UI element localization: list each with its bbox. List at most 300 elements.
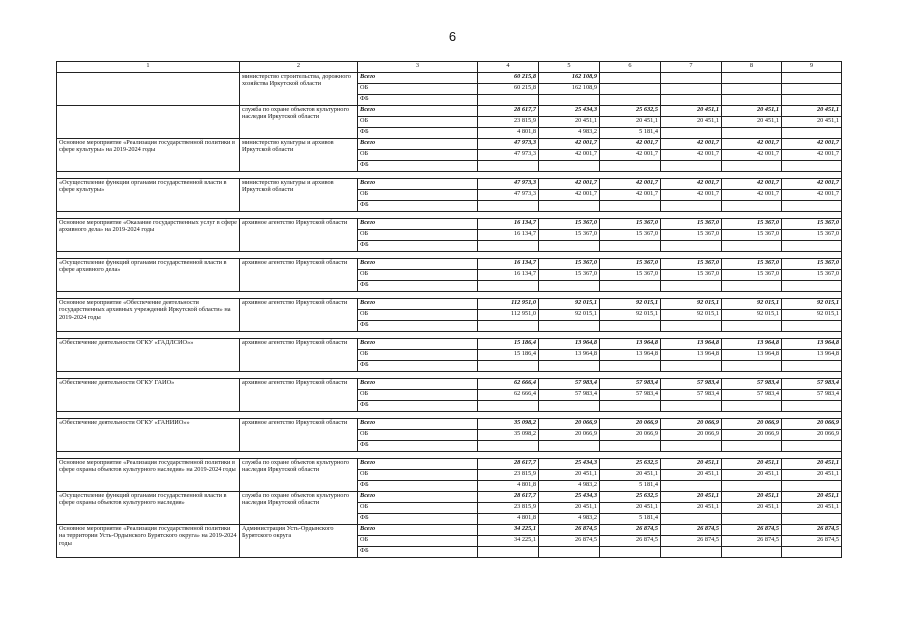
- responsible-executor: архивное агентство Иркутской области: [240, 259, 358, 292]
- spacer-cell: [539, 172, 600, 179]
- amount-cell: 57 983,4: [539, 379, 600, 390]
- amount-cell: [478, 241, 539, 252]
- amount-cell: 42 001,7: [600, 179, 661, 190]
- amount-cell: [478, 321, 539, 332]
- measure-name: Основное мероприятие «Обеспечение деятельности государственных архивных учреждений Иркутской области» на 2019-2024 годы: [57, 299, 240, 332]
- responsible-executor: министерство строительства, дорожного хозяйства Иркутской области: [240, 73, 358, 106]
- amount-cell: [782, 95, 842, 106]
- funding-source-label: ОБ: [358, 350, 478, 361]
- page-number: 6: [448, 29, 457, 44]
- column-number: 9: [782, 62, 842, 73]
- measure-name: Основное мероприятие «Реализация государственной политики в сфере культуры» на 2019-2024 годы: [57, 139, 240, 172]
- amount-cell: [600, 321, 661, 332]
- spacer-cell: [57, 252, 240, 259]
- amount-cell: [782, 128, 842, 139]
- funding-source-label: ОБ: [358, 117, 478, 128]
- funding-source-label: Всего: [358, 106, 478, 117]
- measure-name: Основное мероприятие «Реализация государственной политики в сфере охраны объектов культурного наследия» на 2019-2024 годы: [57, 459, 240, 492]
- amount-cell: [722, 201, 782, 212]
- amount-cell: [722, 547, 782, 558]
- responsible-executor: архивное агентство Иркутской области: [240, 419, 358, 452]
- amount-cell: 20 451,1: [782, 459, 842, 470]
- amount-cell: 20 451,1: [539, 503, 600, 514]
- amount-cell: 20 451,1: [661, 503, 722, 514]
- amount-cell: 25 434,3: [539, 459, 600, 470]
- amount-cell: 15 367,0: [722, 230, 782, 241]
- amount-cell: 15 186,4: [478, 339, 539, 350]
- measure-name: «Осуществление функции органами государственной власти в сфере культуры»: [57, 179, 240, 212]
- amount-cell: 42 001,7: [722, 179, 782, 190]
- responsible-executor: министерство культуры и архивов Иркутской области: [240, 139, 358, 172]
- amount-cell: [782, 481, 842, 492]
- spacer-cell: [478, 292, 539, 299]
- spacer-cell: [782, 212, 842, 219]
- group-spacer: [57, 292, 842, 299]
- amount-cell: [782, 241, 842, 252]
- spacer-cell: [661, 292, 722, 299]
- amount-cell: 20 451,1: [722, 492, 782, 503]
- amount-cell: 42 001,7: [600, 190, 661, 201]
- spacer-cell: [358, 252, 478, 259]
- amount-cell: 34 225,1: [478, 536, 539, 547]
- amount-cell: 162 108,9: [539, 84, 600, 95]
- group-spacer: [57, 212, 842, 219]
- amount-cell: 15 367,0: [722, 270, 782, 281]
- amount-cell: 26 874,5: [539, 525, 600, 536]
- amount-cell: 42 001,7: [722, 150, 782, 161]
- amount-cell: 92 015,1: [722, 310, 782, 321]
- spacer-cell: [661, 172, 722, 179]
- measure-name: «Обеспечение деятельности ОГКУ ГАИО»: [57, 379, 240, 412]
- amount-cell: 20 451,1: [722, 106, 782, 117]
- table-row: [57, 459, 842, 470]
- amount-cell: [782, 84, 842, 95]
- table-row: [57, 299, 842, 310]
- funding-source-label: Всего: [358, 419, 478, 430]
- amount-cell: 15 186,4: [478, 350, 539, 361]
- amount-cell: 20 451,1: [600, 503, 661, 514]
- responsible-executor: служба по охране объектов культурного наследия Иркутской области: [240, 492, 358, 525]
- funding-source-label: ОБ: [358, 150, 478, 161]
- amount-cell: 20 451,1: [661, 459, 722, 470]
- group-spacer: [57, 372, 842, 379]
- amount-cell: [722, 281, 782, 292]
- measure-name: «Обеспечение деятельности ОГКУ «ГАДЛСИО»»: [57, 339, 240, 372]
- spacer-cell: [600, 172, 661, 179]
- amount-cell: [661, 441, 722, 452]
- spacer-cell: [240, 412, 358, 419]
- amount-cell: 15 367,0: [539, 270, 600, 281]
- spacer-cell: [782, 412, 842, 419]
- amount-cell: 4 801,8: [478, 514, 539, 525]
- spacer-cell: [358, 412, 478, 419]
- table-row: [57, 259, 842, 270]
- group-spacer: [57, 452, 842, 459]
- amount-cell: 20 451,1: [661, 106, 722, 117]
- funding-table-body: [57, 62, 842, 558]
- table-row: [57, 139, 842, 150]
- amount-cell: [782, 514, 842, 525]
- amount-cell: 4 801,8: [478, 481, 539, 492]
- amount-cell: 20 451,1: [722, 459, 782, 470]
- amount-cell: [782, 281, 842, 292]
- amount-cell: 20 066,9: [782, 419, 842, 430]
- spacer-cell: [358, 372, 478, 379]
- spacer-cell: [661, 332, 722, 339]
- spacer-cell: [661, 252, 722, 259]
- table-row: [57, 419, 842, 430]
- amount-cell: 13 964,8: [661, 350, 722, 361]
- amount-cell: 5 181,4: [600, 128, 661, 139]
- amount-cell: 35 098,2: [478, 430, 539, 441]
- responsible-executor: служба по охране объектов культурного наследия Иркутской области: [240, 106, 358, 139]
- amount-cell: [782, 361, 842, 372]
- funding-source-label: Всего: [358, 339, 478, 350]
- spacer-cell: [782, 332, 842, 339]
- column-number: 6: [600, 62, 661, 73]
- amount-cell: 57 983,4: [539, 390, 600, 401]
- amount-cell: 62 666,4: [478, 390, 539, 401]
- spacer-cell: [57, 332, 240, 339]
- amount-cell: 92 015,1: [722, 299, 782, 310]
- amount-cell: 15 367,0: [539, 219, 600, 230]
- responsible-executor: архивное агентство Иркутской области: [240, 339, 358, 372]
- amount-cell: [539, 95, 600, 106]
- amount-cell: 162 108,9: [539, 73, 600, 84]
- group-spacer: [57, 332, 842, 339]
- funding-source-label: ОБ: [358, 430, 478, 441]
- table-row: [57, 379, 842, 390]
- amount-cell: [782, 547, 842, 558]
- responsible-executor: Администрация Усть-Ордынского Бурятского округа: [240, 525, 358, 558]
- spacer-cell: [358, 292, 478, 299]
- amount-cell: [600, 84, 661, 95]
- spacer-cell: [722, 172, 782, 179]
- funding-source-label: ФБ: [358, 321, 478, 332]
- responsible-executor: архивное агентство Иркутской области: [240, 299, 358, 332]
- amount-cell: 42 001,7: [661, 150, 722, 161]
- amount-cell: 4 983,2: [539, 128, 600, 139]
- funding-source-label: ОБ: [358, 310, 478, 321]
- spacer-cell: [57, 412, 240, 419]
- funding-source-label: Всего: [358, 379, 478, 390]
- group-spacer: [57, 172, 842, 179]
- spacer-cell: [782, 252, 842, 259]
- amount-cell: 42 001,7: [539, 179, 600, 190]
- amount-cell: 42 001,7: [782, 179, 842, 190]
- amount-cell: 57 983,4: [661, 379, 722, 390]
- funding-source-label: ОБ: [358, 190, 478, 201]
- amount-cell: 26 874,5: [661, 525, 722, 536]
- amount-cell: 26 874,5: [722, 536, 782, 547]
- table-row: [57, 492, 842, 503]
- table-row: [57, 525, 842, 536]
- amount-cell: [722, 361, 782, 372]
- spacer-cell: [240, 372, 358, 379]
- funding-source-label: ОБ: [358, 536, 478, 547]
- spacer-cell: [358, 452, 478, 459]
- amount-cell: 23 815,9: [478, 117, 539, 128]
- funding-source-label: ФБ: [358, 441, 478, 452]
- amount-cell: 25 632,5: [600, 492, 661, 503]
- measure-name: «Осуществление функций органами государственной власти в сфере охраны объектов культурного наследия»: [57, 492, 240, 525]
- amount-cell: 57 983,4: [782, 390, 842, 401]
- funding-source-label: Всего: [358, 219, 478, 230]
- measure-name: [57, 73, 240, 106]
- spacer-cell: [478, 412, 539, 419]
- amount-cell: [478, 201, 539, 212]
- amount-cell: [722, 321, 782, 332]
- spacer-cell: [600, 412, 661, 419]
- amount-cell: [661, 128, 722, 139]
- amount-cell: 16 134,7: [478, 230, 539, 241]
- amount-cell: [600, 547, 661, 558]
- amount-cell: 47 973,3: [478, 139, 539, 150]
- amount-cell: 15 367,0: [782, 219, 842, 230]
- responsible-executor: архивное агентство Иркутской области: [240, 219, 358, 252]
- amount-cell: [782, 321, 842, 332]
- amount-cell: 20 066,9: [782, 430, 842, 441]
- amount-cell: [782, 73, 842, 84]
- funding-source-label: ФБ: [358, 401, 478, 412]
- amount-cell: [539, 441, 600, 452]
- amount-cell: 42 001,7: [782, 139, 842, 150]
- funding-source-label: ФБ: [358, 161, 478, 172]
- amount-cell: 34 225,1: [478, 525, 539, 536]
- amount-cell: [722, 241, 782, 252]
- table-row: [57, 73, 842, 84]
- column-number: 1: [57, 62, 240, 73]
- spacer-cell: [661, 212, 722, 219]
- amount-cell: 25 434,3: [539, 492, 600, 503]
- amount-cell: [478, 161, 539, 172]
- amount-cell: [600, 161, 661, 172]
- amount-cell: 13 964,8: [782, 350, 842, 361]
- amount-cell: [600, 281, 661, 292]
- amount-cell: 15 367,0: [722, 219, 782, 230]
- amount-cell: [600, 201, 661, 212]
- amount-cell: 28 617,7: [478, 492, 539, 503]
- spacer-cell: [782, 372, 842, 379]
- spacer-cell: [600, 372, 661, 379]
- funding-source-label: ФБ: [358, 95, 478, 106]
- amount-cell: 25 632,5: [600, 459, 661, 470]
- funding-source-label: ОБ: [358, 84, 478, 95]
- spacer-cell: [722, 332, 782, 339]
- responsible-executor: служба по охране объектов культурного наследия Иркутской области: [240, 459, 358, 492]
- amount-cell: [539, 401, 600, 412]
- amount-cell: [722, 84, 782, 95]
- amount-cell: [722, 161, 782, 172]
- amount-cell: [478, 281, 539, 292]
- amount-cell: 42 001,7: [661, 179, 722, 190]
- amount-cell: [600, 241, 661, 252]
- amount-cell: [722, 401, 782, 412]
- amount-cell: [782, 441, 842, 452]
- amount-cell: 13 964,8: [539, 350, 600, 361]
- amount-cell: [661, 281, 722, 292]
- amount-cell: 42 001,7: [722, 139, 782, 150]
- amount-cell: 15 367,0: [539, 259, 600, 270]
- amount-cell: 15 367,0: [661, 259, 722, 270]
- amount-cell: 15 367,0: [600, 230, 661, 241]
- amount-cell: [722, 73, 782, 84]
- table-row: [57, 219, 842, 230]
- amount-cell: 16 134,7: [478, 259, 539, 270]
- spacer-cell: [240, 452, 358, 459]
- amount-cell: 4 801,8: [478, 128, 539, 139]
- amount-cell: 13 964,8: [782, 339, 842, 350]
- measure-name: Основное мероприятие «Оказание государственных услуг в сфере архивного дела» на 2019-2024 годы: [57, 219, 240, 252]
- amount-cell: 112 951,0: [478, 310, 539, 321]
- spacer-cell: [661, 452, 722, 459]
- amount-cell: 15 367,0: [661, 219, 722, 230]
- amount-cell: 112 951,0: [478, 299, 539, 310]
- amount-cell: [661, 95, 722, 106]
- amount-cell: [539, 321, 600, 332]
- amount-cell: [661, 161, 722, 172]
- spacer-cell: [478, 252, 539, 259]
- amount-cell: [600, 441, 661, 452]
- amount-cell: [661, 514, 722, 525]
- amount-cell: 20 066,9: [661, 419, 722, 430]
- amount-cell: 20 451,1: [782, 117, 842, 128]
- spacer-cell: [539, 332, 600, 339]
- funding-source-label: ФБ: [358, 547, 478, 558]
- funding-source-label: Всего: [358, 259, 478, 270]
- amount-cell: 92 015,1: [539, 299, 600, 310]
- amount-cell: 15 367,0: [600, 259, 661, 270]
- amount-cell: [478, 361, 539, 372]
- amount-cell: 26 874,5: [782, 525, 842, 536]
- amount-cell: 20 451,1: [539, 117, 600, 128]
- spacer-cell: [661, 412, 722, 419]
- amount-cell: 26 874,5: [782, 536, 842, 547]
- amount-cell: 13 964,8: [661, 339, 722, 350]
- amount-cell: 47 973,3: [478, 190, 539, 201]
- amount-cell: [661, 73, 722, 84]
- amount-cell: 92 015,1: [661, 299, 722, 310]
- amount-cell: 57 983,4: [661, 390, 722, 401]
- amount-cell: [478, 547, 539, 558]
- amount-cell: 92 015,1: [600, 299, 661, 310]
- column-number: 5: [539, 62, 600, 73]
- amount-cell: 57 983,4: [722, 379, 782, 390]
- amount-cell: [661, 321, 722, 332]
- amount-cell: 23 815,9: [478, 470, 539, 481]
- spacer-cell: [722, 452, 782, 459]
- group-spacer: [57, 252, 842, 259]
- spacer-cell: [600, 252, 661, 259]
- amount-cell: 15 367,0: [782, 230, 842, 241]
- measure-name: «Осуществление функций органами государственной власти в сфере архивного дела»: [57, 259, 240, 292]
- funding-source-label: ОБ: [358, 270, 478, 281]
- spacer-cell: [600, 292, 661, 299]
- amount-cell: 57 983,4: [600, 379, 661, 390]
- funding-source-label: ОБ: [358, 390, 478, 401]
- funding-source-label: ФБ: [358, 241, 478, 252]
- amount-cell: 92 015,1: [782, 310, 842, 321]
- amount-cell: 35 098,2: [478, 419, 539, 430]
- spacer-cell: [539, 212, 600, 219]
- funding-source-label: ФБ: [358, 128, 478, 139]
- spacer-cell: [539, 452, 600, 459]
- amount-cell: 20 066,9: [539, 430, 600, 441]
- amount-cell: 92 015,1: [661, 310, 722, 321]
- amount-cell: 42 001,7: [539, 139, 600, 150]
- amount-cell: 20 451,1: [661, 117, 722, 128]
- amount-cell: [661, 241, 722, 252]
- amount-cell: [722, 481, 782, 492]
- amount-cell: [600, 73, 661, 84]
- amount-cell: 13 964,8: [539, 339, 600, 350]
- amount-cell: 20 066,9: [661, 430, 722, 441]
- amount-cell: [539, 241, 600, 252]
- funding-source-label: Всего: [358, 73, 478, 84]
- amount-cell: 20 451,1: [722, 470, 782, 481]
- column-number: 2: [240, 62, 358, 73]
- amount-cell: 92 015,1: [600, 310, 661, 321]
- spacer-cell: [240, 252, 358, 259]
- measure-name: «Обеспечение деятельности ОГКУ «ГАНИИО»»: [57, 419, 240, 452]
- amount-cell: 62 666,4: [478, 379, 539, 390]
- amount-cell: 20 451,1: [782, 503, 842, 514]
- amount-cell: 25 632,5: [600, 106, 661, 117]
- amount-cell: 28 617,7: [478, 106, 539, 117]
- amount-cell: 20 451,1: [722, 503, 782, 514]
- amount-cell: 13 964,8: [722, 339, 782, 350]
- amount-cell: [539, 361, 600, 372]
- amount-cell: 47 973,3: [478, 150, 539, 161]
- amount-cell: 60 215,8: [478, 84, 539, 95]
- amount-cell: 42 001,7: [661, 190, 722, 201]
- amount-cell: [661, 84, 722, 95]
- amount-cell: 20 451,1: [600, 470, 661, 481]
- spacer-cell: [57, 372, 240, 379]
- amount-cell: 20 066,9: [722, 419, 782, 430]
- amount-cell: 13 964,8: [600, 350, 661, 361]
- funding-source-label: Всего: [358, 525, 478, 536]
- amount-cell: 5 181,4: [600, 514, 661, 525]
- amount-cell: 92 015,1: [539, 310, 600, 321]
- amount-cell: 28 617,7: [478, 459, 539, 470]
- amount-cell: 13 964,8: [722, 350, 782, 361]
- spacer-cell: [478, 212, 539, 219]
- funding-source-label: Всего: [358, 179, 478, 190]
- table-row: [57, 106, 842, 117]
- amount-cell: 20 451,1: [661, 492, 722, 503]
- amount-cell: [722, 441, 782, 452]
- spacer-cell: [358, 332, 478, 339]
- amount-cell: 5 181,4: [600, 481, 661, 492]
- funding-source-label: Всего: [358, 139, 478, 150]
- amount-cell: 4 983,2: [539, 514, 600, 525]
- funding-source-label: ФБ: [358, 481, 478, 492]
- amount-cell: 15 367,0: [600, 219, 661, 230]
- amount-cell: 15 367,0: [539, 230, 600, 241]
- amount-cell: 20 451,1: [782, 470, 842, 481]
- spacer-cell: [782, 452, 842, 459]
- amount-cell: [478, 441, 539, 452]
- amount-cell: 57 983,4: [782, 379, 842, 390]
- spacer-cell: [478, 372, 539, 379]
- column-number-row: [57, 62, 842, 73]
- funding-source-label: ОБ: [358, 503, 478, 514]
- spacer-cell: [57, 212, 240, 219]
- amount-cell: 42 001,7: [600, 139, 661, 150]
- spacer-cell: [57, 292, 240, 299]
- funding-source-label: Всего: [358, 299, 478, 310]
